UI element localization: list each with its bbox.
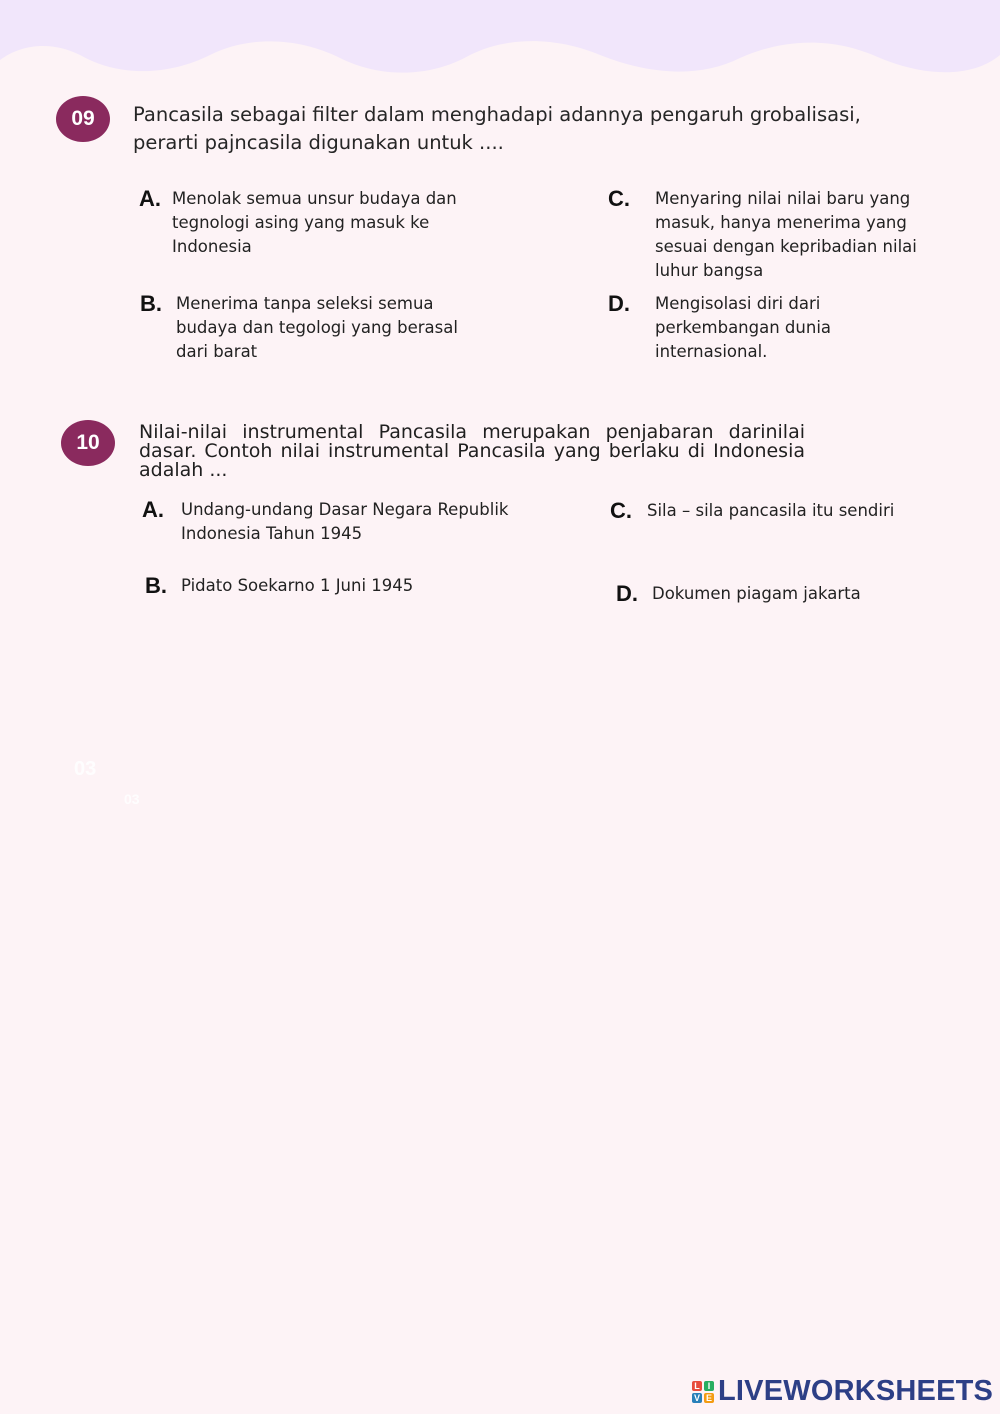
option-b[interactable] bbox=[145, 574, 565, 598]
option-c[interactable] bbox=[608, 187, 938, 283]
header-wave bbox=[0, 0, 1000, 80]
option-c[interactable] bbox=[610, 499, 950, 523]
logo-letter: E bbox=[705, 1392, 712, 1403]
option-letter: C. bbox=[610, 498, 632, 523]
option-text: Menerima tanpa seleksi semua budaya dan tegologi yang berasal dari barat bbox=[176, 294, 458, 361]
question-number-badge: 09 bbox=[56, 96, 110, 142]
option-text: Sila – sila pancasila itu sendiri bbox=[647, 501, 895, 520]
option-a[interactable] bbox=[139, 187, 499, 259]
faint-number: 03 bbox=[124, 791, 140, 807]
option-text: Undang-undang Dasar Negara Republik Indonesia Tahun 1945 bbox=[181, 500, 509, 543]
question-text: Nilai-nilai instrumental Pancasila merupakan penjabaran darinilai dasar. Contoh nilai instrumental Pancasila yang berlaku di Indonesia adalah ... bbox=[139, 421, 805, 481]
option-b[interactable] bbox=[140, 292, 500, 364]
logo-mark-icon bbox=[692, 1381, 714, 1403]
question-number-badge: 10 bbox=[61, 420, 115, 466]
option-text: Mengisolasi diri dari perkembangan dunia internasional. bbox=[655, 294, 832, 361]
option-letter: A. bbox=[142, 497, 164, 522]
option-letter: B. bbox=[140, 291, 162, 316]
logo-letter: V bbox=[693, 1392, 700, 1403]
option-letter: B. bbox=[145, 573, 167, 598]
logo-letter: I bbox=[704, 1381, 714, 1391]
option-text: Menyaring nilai nilai baru yang masuk, hanya menerima yang sesuai dengan kepribadian nilai luhur bangsa bbox=[655, 189, 917, 280]
option-letter: D. bbox=[608, 291, 630, 316]
option-text: Menolak semua unsur budaya dan tegnologi asing yang masuk ke Indonesia bbox=[172, 189, 457, 256]
liveworksheets-logo bbox=[692, 1375, 993, 1408]
option-text: Dokumen piagam jakarta bbox=[652, 584, 861, 603]
option-letter: D. bbox=[616, 581, 638, 606]
option-letter: A. bbox=[139, 186, 161, 211]
option-d[interactable] bbox=[608, 292, 938, 364]
option-text: Pidato Soekarno 1 Juni 1945 bbox=[181, 576, 414, 595]
option-letter: C. bbox=[608, 186, 630, 211]
logo-letter: L bbox=[692, 1381, 702, 1391]
question-text: Pancasila sebagai filter dalam menghadapi adannya pengaruh grobalisasi, perarti pajncasila digunakan untuk .... bbox=[133, 103, 861, 154]
faint-number: 03 bbox=[74, 758, 97, 780]
option-d[interactable] bbox=[616, 582, 956, 606]
logo-text: LIVEWORKSHEETS bbox=[718, 1375, 994, 1407]
option-a[interactable] bbox=[142, 498, 562, 546]
